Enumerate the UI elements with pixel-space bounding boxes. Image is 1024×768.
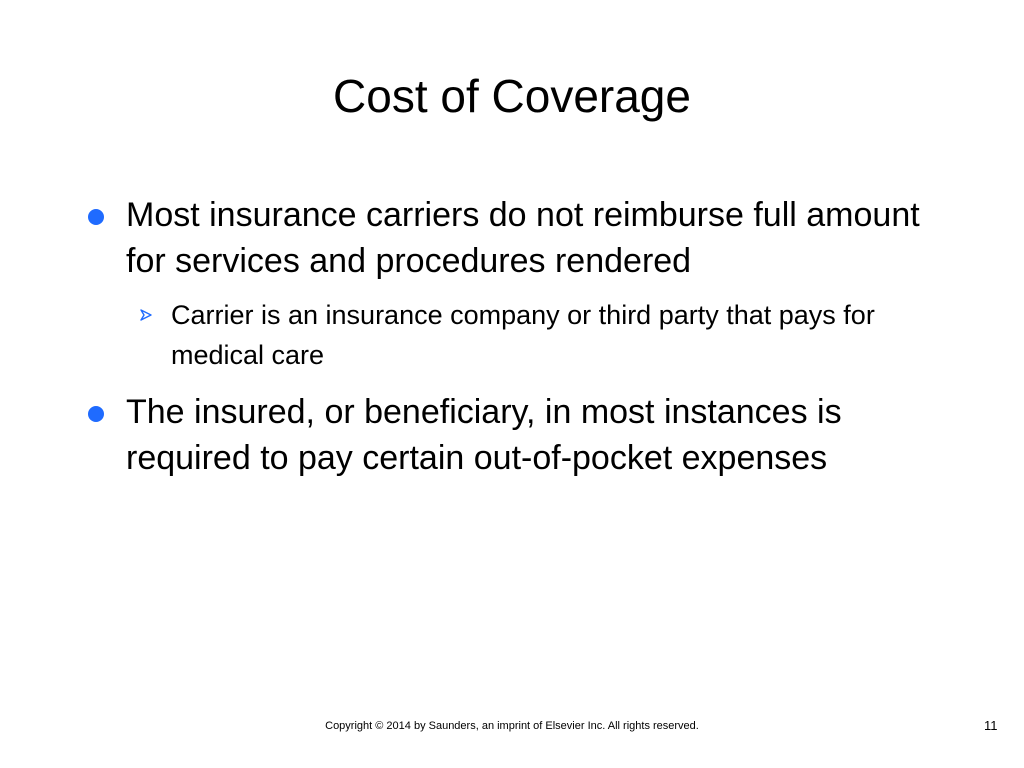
bullet-item xyxy=(88,389,948,527)
sub-bullet-text: Carrier is an insurance company or third party that pays for medical care xyxy=(171,300,875,370)
slide-title: Cost of Coverage xyxy=(333,70,691,122)
circle-bullet-icon xyxy=(88,209,104,225)
bullet-text: Most insurance carriers do not reimburse full amount for services and procedures rendered xyxy=(126,196,920,280)
arrowhead-bullet-icon xyxy=(140,309,152,321)
page-number: 11 xyxy=(984,718,998,733)
copyright-footer: Copyright © 2014 by Saunders, an imprint of Elsevier Inc. All rights reserved. xyxy=(325,720,699,732)
bullet-text: The insured, or beneficiary, in most instances is required to pay certain out-of-pocket expenses xyxy=(126,393,842,477)
sub-bullet-item xyxy=(140,295,940,375)
bullet-item xyxy=(88,192,948,284)
circle-bullet-icon xyxy=(88,406,104,422)
